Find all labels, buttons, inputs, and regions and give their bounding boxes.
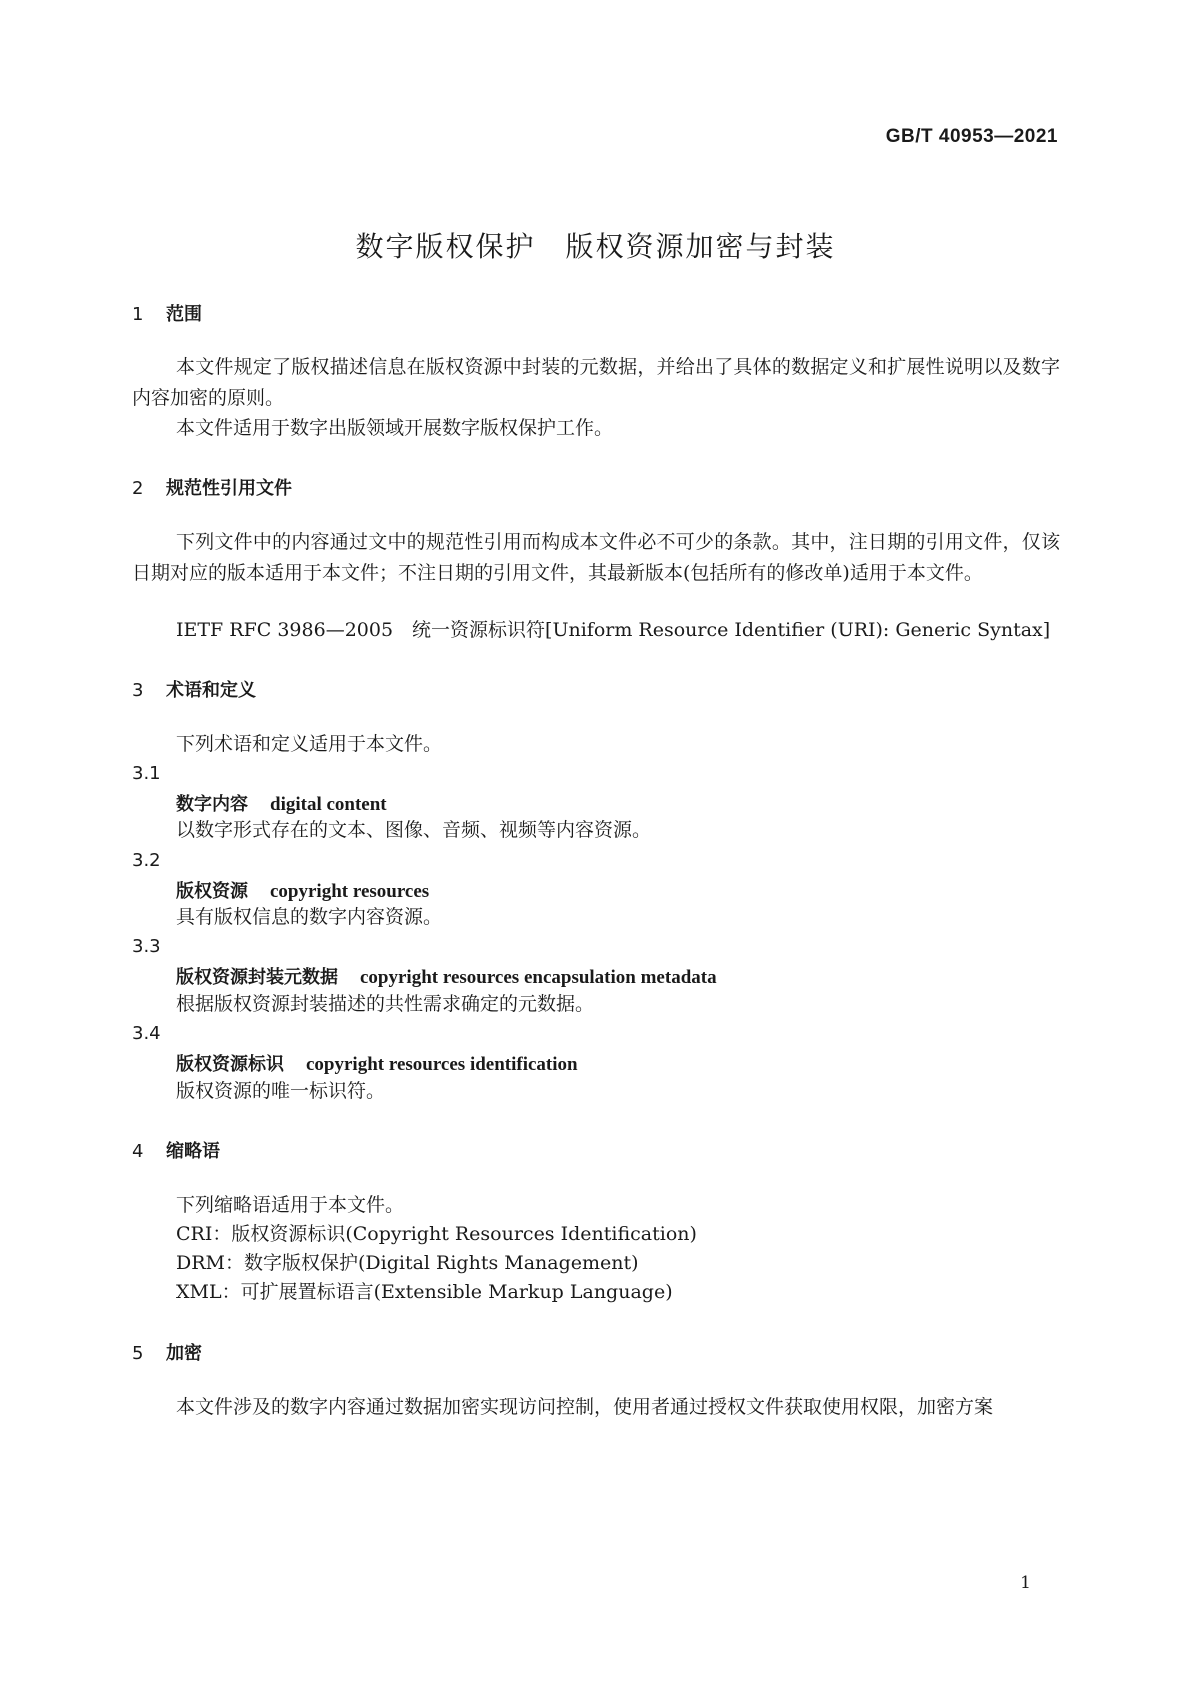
term-chinese: 版权资源: [176, 881, 248, 902]
section-number: 2: [132, 478, 144, 499]
section-2-paragraph-1: 下列文件中的内容通过文中的规范性引用而构成本文件必不可少的条款。其中，注日期的引用文件，仅该日期对应的版本适用于本文件；不注日期的引用文件，其最新版本(包括所有的修改单)适用于本文件。: [132, 531, 1060, 584]
section-1-paragraph-2: 本文件适用于数字出版领域开展数字版权保护工作。: [176, 417, 614, 439]
section-title: 加密: [166, 1343, 202, 1364]
term-english: digital content: [270, 794, 387, 815]
section-1-heading: [132, 300, 202, 326]
clause-number: 3.4: [132, 1023, 161, 1044]
section-4-heading: [132, 1137, 220, 1163]
section-title: 术语和定义: [166, 680, 256, 701]
section-number: 3: [132, 680, 144, 701]
abbreviation-item: XML：可扩展置标语言(Extensible Markup Language): [176, 1281, 673, 1303]
section-2-heading: [132, 474, 292, 500]
term-english: copyright resources encapsulation metadata: [360, 967, 717, 988]
abbreviation-item: CRI：版权资源标识(Copyright Resources Identification): [176, 1223, 697, 1245]
section-number: 1: [132, 304, 144, 325]
section-title: 范围: [166, 304, 202, 325]
term-entry: [176, 1050, 578, 1076]
term-definition: 以数字形式存在的文本、图像、音频、视频等内容资源。: [176, 819, 652, 841]
section-number: 5: [132, 1343, 144, 1364]
clause-number: 3.3: [132, 936, 161, 957]
term-entry: [176, 963, 717, 989]
section-5-heading: [132, 1339, 202, 1365]
term-chinese: 数字内容: [176, 794, 248, 815]
clause-number: 3.2: [132, 850, 161, 871]
section-number: 4: [132, 1141, 144, 1162]
section-title: 缩略语: [166, 1141, 220, 1162]
term-definition: 版权资源的唯一标识符。: [176, 1080, 386, 1102]
abbreviation-item: DRM：数字版权保护(Digital Rights Management): [176, 1252, 639, 1274]
term-chinese: 版权资源标识: [176, 1054, 284, 1075]
normative-reference: IETF RFC 3986—2005 统一资源标识符[Uniform Resource Identifier (URI): Generic Syntax]: [176, 619, 1051, 641]
section-3-intro: 下列术语和定义适用于本文件。: [176, 733, 443, 755]
page-number: 1: [1020, 1573, 1031, 1593]
term-definition: 具有版权信息的数字内容资源。: [176, 906, 443, 928]
term-english: copyright resources identification: [306, 1054, 578, 1075]
section-5-paragraph-1: 本文件涉及的数字内容通过数据加密实现访问控制，使用者通过授权文件获取使用权限，加密方案: [176, 1396, 994, 1418]
standard-code: GB/T 40953—2021: [885, 126, 1058, 147]
section-title: 规范性引用文件: [166, 478, 292, 499]
term-entry: [176, 790, 387, 816]
term-english: copyright resources: [270, 881, 430, 902]
term-entry: [176, 877, 429, 903]
document-title: 数字版权保护 版权资源加密与封装: [355, 230, 836, 263]
term-chinese: 版权资源封装元数据: [176, 967, 338, 988]
section-4-intro: 下列缩略语适用于本文件。: [176, 1194, 405, 1216]
section-1-paragraph-1: 本文件规定了版权描述信息在版权资源中封装的元数据，并给出了具体的数据定义和扩展性说明以及数字内容加密的原则。: [132, 356, 1060, 409]
clause-number: 3.1: [132, 763, 161, 784]
section-3-heading: [132, 676, 256, 702]
term-definition: 根据版权资源封装描述的共性需求确定的元数据。: [176, 993, 595, 1015]
